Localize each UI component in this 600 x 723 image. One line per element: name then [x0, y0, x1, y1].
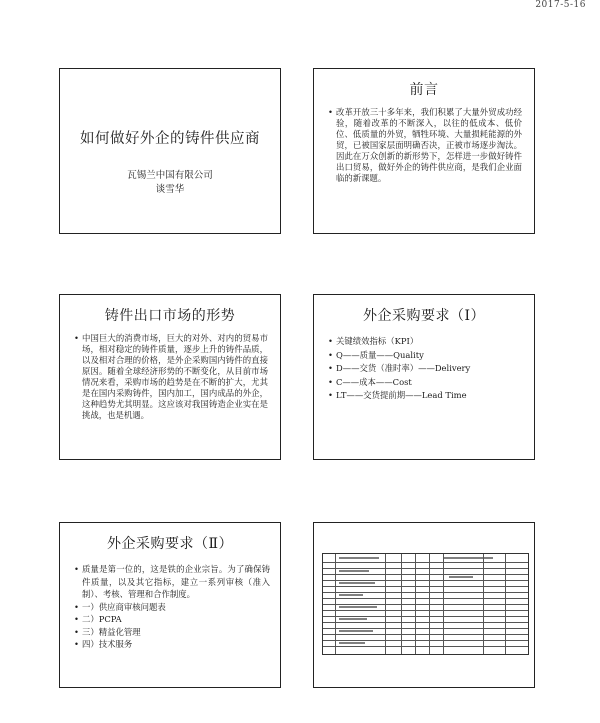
slide-title: 外企采购要求（Ⅱ）: [106, 536, 233, 552]
bullet-icon: •: [74, 614, 79, 624]
page-date: 2017-5-16: [535, 0, 586, 10]
bullet-icon: •: [74, 639, 79, 649]
bullet-icon: •: [74, 601, 79, 612]
author-name: 谈雪华: [155, 184, 185, 195]
bullet-icon: •: [74, 564, 79, 574]
list-item: • Q——质量——Quality: [328, 349, 524, 363]
slide-title: 前言: [409, 82, 439, 98]
bullet-icon: •: [328, 390, 333, 400]
bullet-icon: •: [74, 626, 79, 637]
slide-market-situation: [59, 294, 281, 460]
bullet-icon: •: [328, 107, 333, 117]
company-name: 瓦锡兰中国有限公司: [127, 170, 213, 181]
slide-title: 如何做好外企的铸件供应商: [80, 131, 260, 147]
bullet-paragraph: [74, 333, 268, 421]
bullet-icon: •: [328, 376, 333, 387]
list-item: • 四）技术服务: [74, 639, 133, 649]
list-item: • LT——交货提前期——Lead Time: [328, 389, 524, 403]
slide-title: 铸件出口市场的形势: [104, 308, 236, 324]
bullet-icon: •: [328, 336, 333, 346]
list-item: • D——交货（准时率）——Delivery: [328, 362, 524, 376]
slide-title-page: [59, 68, 281, 234]
audit-table-image: [322, 553, 529, 655]
bullet-icon: •: [74, 333, 79, 343]
list-item: • 一）供应商审核问题表: [74, 601, 166, 612]
paragraph-text: 中国巨大的消费市场，巨大的对外、对内的贸易市场，相对稳定的铸件质量，逐步上升的铸件品质，以及相对合理的价格，是外企采购国内铸件的直接原因。随着全球经济形势的不断变化，从目前市场情况来看，采购市场的趋势是在不断的扩大，尤其是在国内采购铸件，国内加工，国内成品的外企，这种趋势尤其明显。这应该对我国铸造企业实在是挑战，也是机遇。: [82, 333, 268, 420]
bullet-icon: •: [328, 349, 333, 360]
slide-requirements-1: [313, 294, 535, 460]
list-item: • C——成本——Cost: [328, 376, 524, 390]
bullet-icon: •: [328, 363, 333, 373]
slide-preface: [313, 68, 535, 234]
slide-requirements-2: [59, 522, 281, 688]
list-item: • 关键绩效指标（KPI）: [328, 335, 524, 349]
list-item: • 二）PCPA: [74, 614, 122, 624]
slide-audit-table: [313, 522, 535, 688]
list-item: • 质量是第一位的，这是铁的企业宗旨。为了确保铸件质量，以及其它指标，建立一系列审核（准入制）、考核、管理和合作制度。: [74, 564, 270, 599]
list-item: • 三）精益化管理: [74, 626, 141, 637]
paragraph-text: 改革开放三十多年来，我们积累了大量外贸成功经验，随着改革的不断深入，以往的低成本、低价位、低质量的外贸，牺牲环境、大量损耗能源的外贸，已被国家层面明确否决，正被市场逐步淘汰。因此在万众创新的新形势下，怎样进一步做好铸件出口贸易，做好外企的铸件供应商，是我们企业面临的新课题。: [336, 107, 522, 183]
bullet-paragraph: [328, 107, 522, 184]
slide-title: 外企采购要求（Ⅰ）: [362, 308, 486, 324]
